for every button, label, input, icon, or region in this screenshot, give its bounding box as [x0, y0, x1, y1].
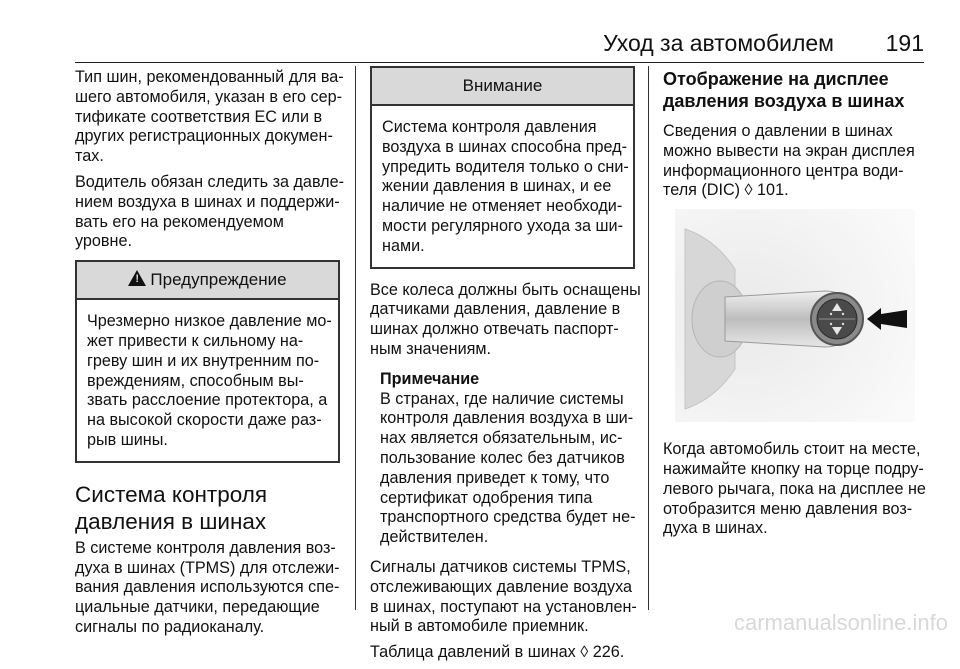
text-line: других регистрационных докумен-: [75, 127, 333, 146]
column-3: [663, 68, 926, 545]
text-line: давления приведет к тому, что: [380, 468, 610, 487]
text-line: Водитель обязан следить за давле-: [75, 172, 345, 191]
text-line: транспортного средства будет не-: [380, 508, 636, 527]
text-line: Система контроля давления: [382, 118, 597, 136]
text-line: Сведения о давлении в шинах: [663, 122, 893, 140]
text-line: вреждениям, способным вы-: [87, 371, 304, 390]
text-line: Таблица давлений в шинах ◊ 226.: [370, 643, 625, 662]
text-line: сертификат одобрения типа: [380, 488, 593, 507]
page-header-title: Уход за автомобилем: [603, 30, 834, 56]
text-line: нием воздуха в шинах и поддержи-: [75, 192, 340, 211]
text-line: Тип шин, рекомендованный для ва-: [75, 68, 344, 86]
text-line: ный в автомобиле приемник.: [370, 617, 589, 636]
text-line: ным значениям.: [370, 339, 492, 358]
text-line: нах является обязательным, ис-: [380, 429, 623, 448]
text-line: В странах, где наличие системы: [380, 389, 624, 408]
caution-box-header: Внимание: [372, 68, 633, 106]
text-line: сигналы по радиоканалу.: [75, 617, 265, 636]
warning-triangle-icon: [128, 270, 146, 286]
text-line: духа в шинах (TPMS) для отслежи-: [75, 558, 340, 577]
text-line: в шинах, поступают на установлен-: [370, 597, 637, 616]
turn-signal-lever-figure: [675, 209, 915, 422]
page-number: 191: [885, 30, 924, 56]
warning-box-body: [77, 300, 338, 461]
section-title-display: [663, 68, 926, 112]
caution-box-body: [372, 106, 633, 267]
text-line: циальные датчики, передающие: [75, 598, 320, 617]
text-line: пользование колес без датчиков: [380, 448, 625, 467]
text-line: нами.: [382, 236, 425, 255]
text-line: контроля давления воздуха в ши-: [380, 409, 634, 428]
text-line: Система контроля: [75, 481, 268, 507]
text-line: шинах должно отвечать паспорт-: [370, 320, 619, 339]
caution-box: [370, 66, 635, 269]
section-title-tpms: [75, 481, 340, 535]
text-line: духа в шинах.: [663, 519, 768, 538]
text-line: греву шин и их внутренним по-: [87, 351, 320, 370]
text-line: наличие не отменяет необходи-: [382, 197, 623, 216]
text-line: Сигналы датчиков системы TPMS,: [370, 557, 631, 576]
text-line: информационного центра води-: [663, 161, 904, 180]
paragraph: [663, 440, 926, 539]
column-divider: [648, 66, 649, 610]
text-line: звать расслоение протектора, а: [87, 391, 328, 410]
paragraph: [663, 122, 926, 201]
text-line: Чрезмерно низкое давление мо-: [87, 312, 332, 331]
text-line: В системе контроля давления воз-: [75, 538, 336, 557]
text-line: жет привести к сильному на-: [87, 331, 304, 350]
text-line: тификате соответствия ЕС или в: [75, 107, 323, 126]
watermark: carmanualsonline.info: [733, 610, 948, 635]
text-line: действителен.: [380, 528, 489, 547]
warning-box: [75, 260, 340, 463]
text-line: давления в шинах: [75, 508, 267, 534]
text-line: Все колеса должны быть оснащены: [370, 280, 641, 299]
text-line: воздуха в шинах способна пред-: [382, 137, 628, 156]
text-line: рыв шины.: [87, 430, 168, 449]
column-1: [75, 68, 345, 644]
warning-box-header: [77, 262, 338, 300]
text-line: тах.: [75, 147, 104, 166]
text-line: вать его на рекомендуемом: [75, 212, 284, 231]
text-line: Отображение на дисплее: [663, 69, 889, 89]
paragraph: [370, 280, 641, 360]
paragraph: [370, 643, 635, 663]
note-title: Примечание: [380, 369, 480, 388]
text-line: левого рычага, пока на дисплее не: [663, 479, 926, 498]
text-line: отслеживающих давление воздуха: [370, 577, 632, 596]
text-line: вания давления используются спе-: [75, 578, 340, 597]
text-line: жении давления в шинах, и ее: [382, 177, 612, 196]
text-line: давления воздуха в шинах: [663, 91, 905, 111]
text-line: на высокой скорости даже раз-: [87, 411, 322, 430]
text-line: упредить водителя только о сни-: [382, 157, 629, 176]
column-divider: [355, 66, 356, 610]
text-line: шего автомобиля, указан в его сер-: [75, 87, 343, 106]
column-2: [370, 68, 641, 669]
text-line: отобразится меню давления воз-: [663, 499, 913, 518]
header-divider: [75, 62, 924, 63]
lever-button-illustration: [675, 209, 915, 422]
paragraph: [370, 558, 635, 637]
text-line: теля (DIC) ◊ 101.: [663, 181, 789, 200]
text-line: датчиками давления, давление в: [370, 300, 621, 319]
warning-title: Предупреждение: [150, 270, 287, 290]
text-line: нажимайте кнопку на торце подру-: [663, 459, 924, 478]
note-block: [370, 370, 635, 548]
text-line: можно вывести на экран дисплея: [663, 141, 915, 160]
text-line: уровне.: [75, 232, 132, 251]
text-line: Когда автомобиль стоит на месте,: [663, 440, 921, 459]
paragraph: [75, 172, 345, 252]
paragraph: [75, 68, 344, 167]
paragraph: [75, 539, 340, 638]
text-line: мости регулярного ухода за ши-: [382, 216, 623, 235]
